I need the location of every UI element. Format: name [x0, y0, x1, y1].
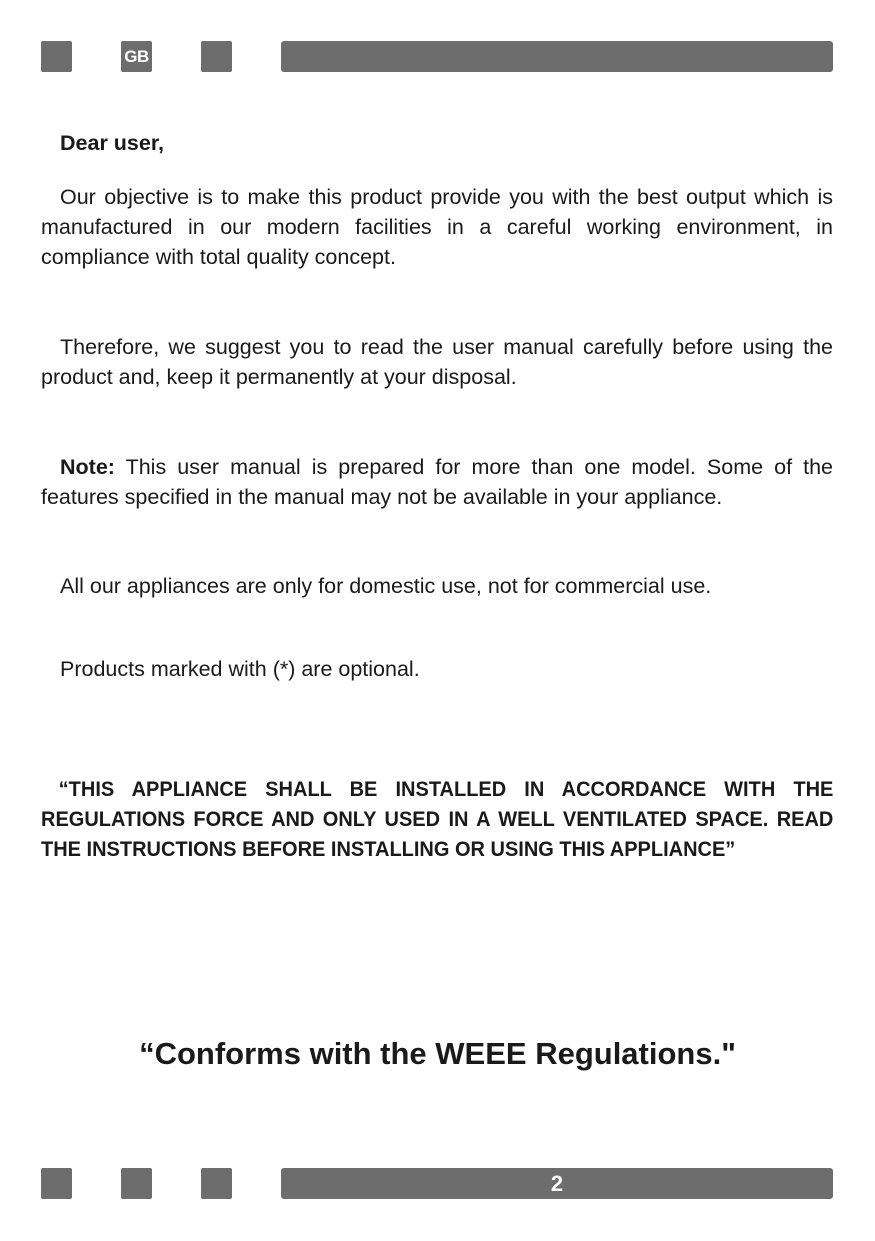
domestic-use-paragraph: All our appliances are only for domestic use, not for commercial use. — [60, 574, 712, 598]
optional-products-paragraph: Products marked with (*) are optional. — [60, 657, 420, 681]
weee-conformity-statement: “Conforms with the WEEE Regulations." — [139, 1036, 736, 1071]
page-number: 2 — [550, 1171, 564, 1196]
footer-bar — [281, 1168, 833, 1199]
footer-square-3 — [201, 1168, 232, 1199]
header-square-1 — [41, 41, 72, 72]
suggestion-paragraph: Therefore, we suggest you to read the user manual carefully before using the product and, keep it permanently at your disposal. — [41, 335, 833, 389]
language-tab-label: GB — [124, 47, 149, 66]
footer-square-2 — [121, 1168, 152, 1199]
header-bar — [281, 41, 833, 72]
note-paragraph — [41, 452, 833, 512]
objective-paragraph: Our objective is to make this product provide you with the best output which is manufactured in our modern facilities in a careful working environment, in compliance with total quality concept. — [41, 185, 833, 269]
note-text: This user manual is prepared for more than one model. Some of the features specified in the manual may not be available in your appliance. — [41, 455, 833, 509]
language-tab — [121, 41, 152, 72]
footer-square-1 — [41, 1168, 72, 1199]
installation-warning: “THIS APPLIANCE SHALL BE INSTALLED IN ACCORDANCE WITH THE REGULATIONS FORCE AND ONLY USED IN A WELL VENTILATED SPACE. READ THE INSTRUCTIONS BEFORE INSTALLING OR USING THIS APPLIANCE” — [41, 777, 834, 861]
greeting: Dear user, — [60, 131, 164, 155]
note-label: Note: — [60, 455, 115, 479]
header-square-3 — [201, 41, 232, 72]
